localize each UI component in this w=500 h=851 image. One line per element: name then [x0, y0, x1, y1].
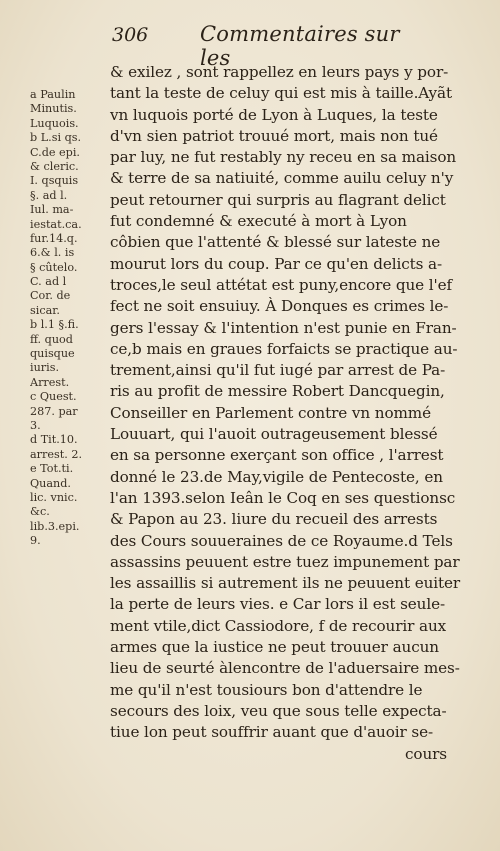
margin-note: c Quest.: [30, 390, 77, 404]
margin-note: §. ad l.: [30, 188, 68, 202]
text-line: côbien que l'attenté & blessé sur lateste ne: [110, 233, 441, 252]
margin-note: 3.: [30, 418, 41, 432]
margin-note: Minutis.: [30, 102, 77, 116]
margin-note: 287. par: [30, 404, 78, 418]
text-line: par luy, ne fut restably ny receu en sa maison: [110, 148, 457, 167]
margin-note: e Tot.ti.: [30, 462, 74, 476]
margin-note: lib.3.epi.: [30, 519, 80, 533]
text-line: les assaillis si autrement ils ne peuuent euiter: [110, 574, 461, 593]
text-line: en sa personne exerçant son office , l'arrest: [110, 446, 444, 465]
text-line: mourut lors du coup. Par ce qu'en delicts a-: [110, 254, 443, 273]
margin-note: Iul. ma-: [30, 203, 74, 217]
margin-note: § cûtelo.: [30, 260, 78, 274]
text-line: & terre de sa natiuité, comme auilu celuy n'y: [110, 169, 454, 188]
margin-note: fur.14.q.: [30, 231, 78, 245]
text-line: ment vtile,dict Cassiodore, f de recourir aux: [110, 616, 447, 635]
text-line: gers l'essay & l'intention n'est punie en Fran-: [110, 318, 457, 337]
text-line: l'an 1393.selon Ieân le Coq en ses questionsc: [110, 488, 456, 507]
margin-note: 6.& l. is: [30, 246, 75, 260]
text-line: ris au profit de messire Robert Dancquegin,: [110, 382, 445, 401]
text-line: fect ne soit ensuiuy. À Donques es crimes le-: [110, 297, 449, 316]
text-line: Louuart, qui l'auoit outrageusement blessé: [110, 425, 438, 444]
text-line: tiue lon peut souffrir auant que d'auoir se-: [110, 723, 434, 742]
text-line: fut condemné & executé à mort à Lyon: [110, 212, 407, 231]
text-line: donné le 23.de May,vigile de Pentecoste, en: [110, 467, 443, 486]
main-text-column: [110, 62, 461, 765]
margin-note: iuris.: [30, 361, 60, 375]
text-line: Conseiller en Parlement contre vn nommé: [110, 403, 431, 422]
margin-note: &c.: [30, 505, 50, 519]
marginal-notes: [30, 88, 108, 549]
running-title: Commentaires sur les: [200, 22, 400, 70]
text-line: d'vn sien patriot trouué mort, mais non tué: [110, 126, 438, 145]
margin-note: 9.: [30, 534, 41, 548]
margin-note: C. ad l: [30, 275, 67, 289]
margin-note: Arrest.: [30, 375, 70, 389]
text-line: tant la teste de celuy qui est mis à taille.Ayãt: [110, 84, 452, 103]
catchword: cours: [405, 744, 447, 763]
text-line: vn luquois porté de Lyon à Luques, la teste: [110, 105, 438, 124]
text-line: & exilez , sont rappellez en leurs pays y por-: [110, 63, 449, 81]
text-line: ce,b mais en graues forfaicts se practique au-: [110, 339, 458, 358]
margin-note: Quand.: [30, 476, 71, 490]
margin-note: & cleric.: [30, 159, 79, 173]
margin-note: lic. vnic.: [30, 490, 78, 504]
page-header: [112, 20, 402, 70]
margin-note: Luquois.: [30, 116, 79, 130]
text-line: & Papon au 23. liure du recueil des arrests: [110, 510, 438, 529]
margin-note: ff. quod: [30, 332, 73, 346]
margin-note: a Paulin: [30, 88, 76, 101]
text-line: lieu de seurté àlencontre de l'aduersaire mes-: [110, 659, 460, 678]
text-line: peut retourner qui surpris au flagrant delict: [110, 190, 446, 209]
text-line: troces,le seul attétat est puny,encore que l'ef: [110, 275, 453, 294]
text-line: des Cours souueraines de ce Royaume.d Tels: [110, 531, 453, 550]
text-line: la perte de leurs vies. e Car lors il est seule-: [110, 595, 446, 614]
margin-note: C.de epi.: [30, 145, 80, 159]
page-number: 306: [112, 24, 149, 46]
text-line: armes que la iustice ne peut trouuer aucun: [110, 638, 439, 657]
margin-note: sicar.: [30, 303, 60, 317]
margin-note: arrest. 2.: [30, 447, 83, 461]
text-line: assassins peuuent estre tuez impunement par: [110, 552, 460, 571]
margin-note: d Tit.10.: [30, 433, 78, 447]
margin-note: b L.si qs.: [30, 131, 82, 145]
text-line: me qu'il n'est tousiours bon d'attendre le: [110, 680, 423, 699]
margin-note: iestat.ca.: [30, 217, 82, 231]
margin-note: quisque: [30, 347, 75, 361]
text-line: secours des loix, veu que sous telle expecta-: [110, 701, 447, 720]
text-line: trement,ainsi qu'il fut iugé par arrest de Pa-: [110, 361, 446, 380]
margin-note: b l.1 §.fi.: [30, 318, 79, 332]
margin-note: Cor. de: [30, 289, 71, 303]
margin-note: I. qsquis: [30, 174, 79, 188]
